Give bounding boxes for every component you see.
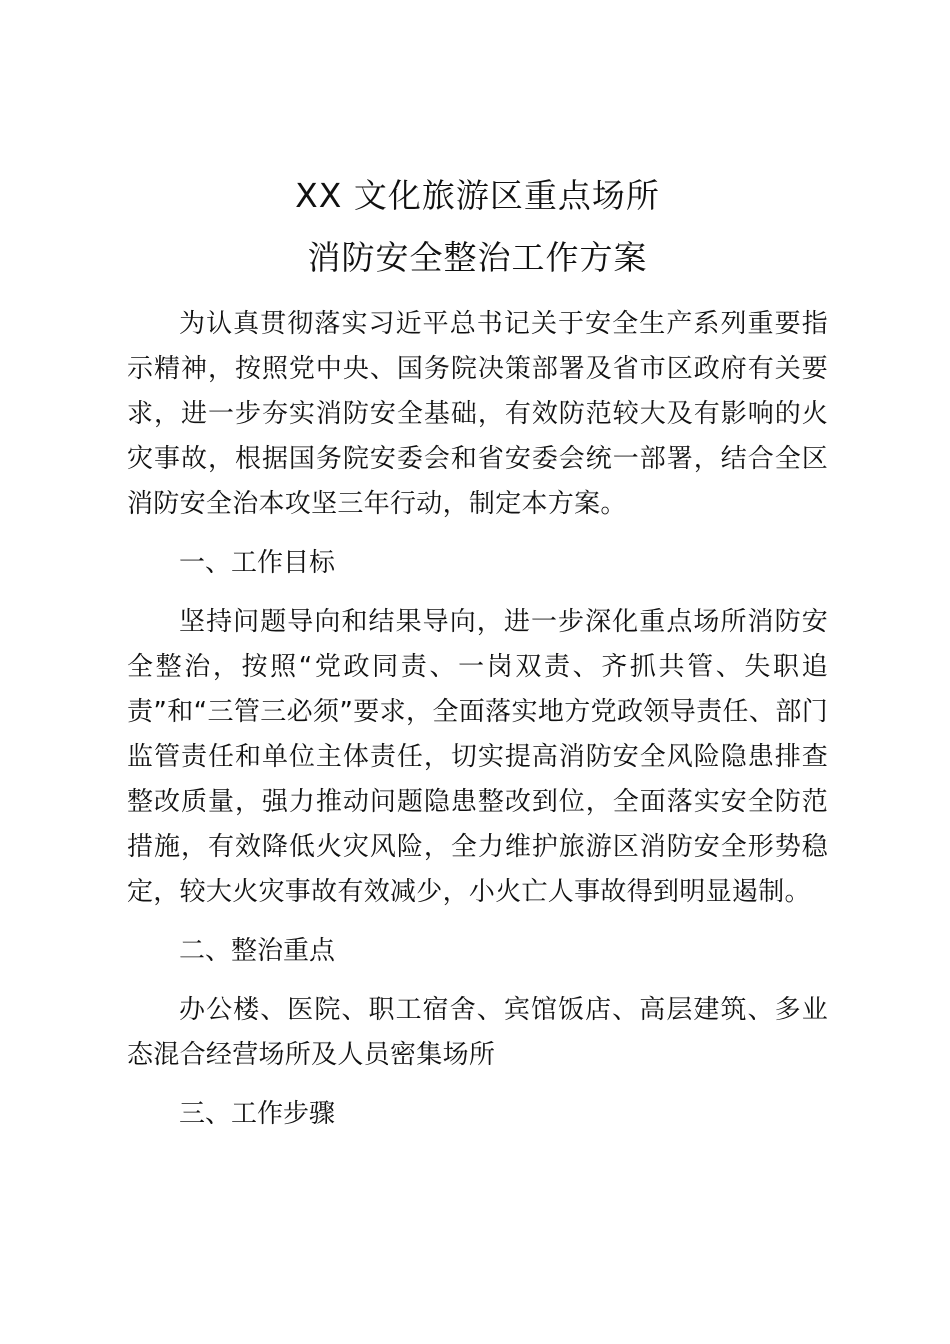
document-title-line-2: 消防安全整治工作方案 — [307, 238, 648, 277]
section-heading-goals: 一、工作目标 — [179, 548, 336, 578]
section-heading-steps: 三、工作步骤 — [179, 1099, 336, 1129]
document-title-line-1: XX 文化旅游区重点场所 — [295, 176, 660, 215]
section-body-focus: 办公楼、医院、职工宿舍、宾馆饭店、高层建筑、多业态混合经营场所及人员密集场所 — [127, 995, 828, 1070]
section-heading-focus: 二、整治重点 — [179, 936, 336, 966]
section-body-goals: 坚持问题导向和结果导向，进一步深化重点场所消防安全整治，按照“党政同责、一岗双责、齐抓共管、失职追责”和“三管三必须”要求，全面落实地方党政领导责任、部门监管责任和单位主体责任，切实提高消防安全风险隐患排查整改质量，强力推动问题隐患整改到位，全面落实安全防范措施，有效降低火灾风险，全力维护旅游区消防安全形势稳定，较大火灾事故有效减少，小火亡人事故得到明显遏制。 — [127, 607, 828, 907]
intro-paragraph: 为认真贯彻落实习近平总书记关于安全生产系列重要指示精神，按照党中央、国务院决策部署及省市区政府有关要求，进一步夯实消防安全基础，有效防范较大及有影响的火灾事故，根据国务院安委会和省安委会统一部署，结合全区消防安全治本攻坚三年行动，制定本方案。 — [127, 309, 828, 519]
